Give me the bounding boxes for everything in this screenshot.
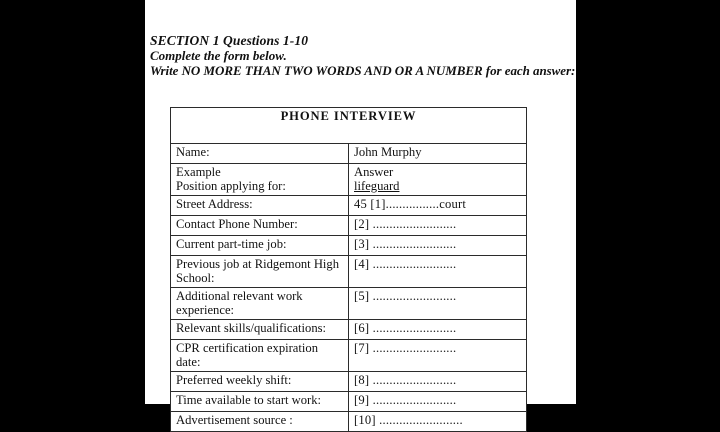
row-label-example (171, 164, 349, 196)
row-answer-current-job: [3] ......................... (349, 236, 527, 256)
table-row (171, 236, 527, 256)
table-title-row (171, 108, 527, 144)
heading-line-wordlimit: Write NO MORE THAN TWO WORDS AND OR A NUMBER for each answer: (150, 63, 576, 78)
row-answer-previous-job: [4] ......................... (349, 256, 527, 288)
heading-line-section: SECTION 1 Questions 1-10 (150, 33, 309, 48)
table-row (171, 392, 527, 412)
row-label-cpr-expiration: CPR certification expiration date: (171, 340, 349, 372)
phone-interview-table (170, 107, 527, 432)
row-answer-street-address: 45 [1]................court (349, 196, 527, 216)
table-row (171, 288, 527, 320)
table-row (171, 320, 527, 340)
table-title: PHONE INTERVIEW (171, 108, 527, 144)
row-answer-additional-experience: [5] ......................... (349, 288, 527, 320)
document-page (145, 0, 576, 427)
row-answer-name: John Murphy (349, 144, 527, 164)
row-label-previous-job: Previous job at Ridgemont High School: (171, 256, 349, 288)
row-answer-cpr-expiration: [7] ......................... (349, 340, 527, 372)
letterbox-left (0, 0, 145, 404)
row-label-current-job: Current part-time job: (171, 236, 349, 256)
row-answer-example (349, 164, 527, 196)
row-label-example-line2: Position applying for: (176, 179, 286, 193)
row-answer-contact-phone: [2] ......................... (349, 216, 527, 236)
row-answer-example-line1: Answer (354, 165, 394, 179)
table-row (171, 164, 527, 196)
heading-line-instruction: Complete the form below. (150, 48, 287, 63)
row-answer-start-time: [9] ......................... (349, 392, 527, 412)
row-label-example-line1: Example (176, 165, 221, 179)
letterbox-right (576, 0, 720, 404)
row-label-start-time: Time available to start work: (171, 392, 349, 412)
row-label-street-address: Street Address: (171, 196, 349, 216)
row-answer-weekly-shift: [8] ......................... (349, 372, 527, 392)
row-label-weekly-shift: Preferred weekly shift: (171, 372, 349, 392)
row-label-advertisement-source: Advertisement source : (171, 412, 349, 432)
table-row (171, 256, 527, 288)
row-answer-skills: [6] ......................... (349, 320, 527, 340)
table-row (171, 216, 527, 236)
row-label-additional-experience: Additional relevant work experience: (171, 288, 349, 320)
table-row (171, 372, 527, 392)
table-row (171, 412, 527, 432)
table-row (171, 144, 527, 164)
row-label-skills: Relevant skills/qualifications: (171, 320, 349, 340)
row-answer-example-line2: lifeguard (354, 179, 400, 193)
row-label-name: Name: (171, 144, 349, 164)
row-label-contact-phone: Contact Phone Number: (171, 216, 349, 236)
section-heading (150, 33, 574, 78)
row-answer-advertisement-source: [10] ......................... (349, 412, 527, 432)
table-row (171, 340, 527, 372)
table-row (171, 196, 527, 216)
